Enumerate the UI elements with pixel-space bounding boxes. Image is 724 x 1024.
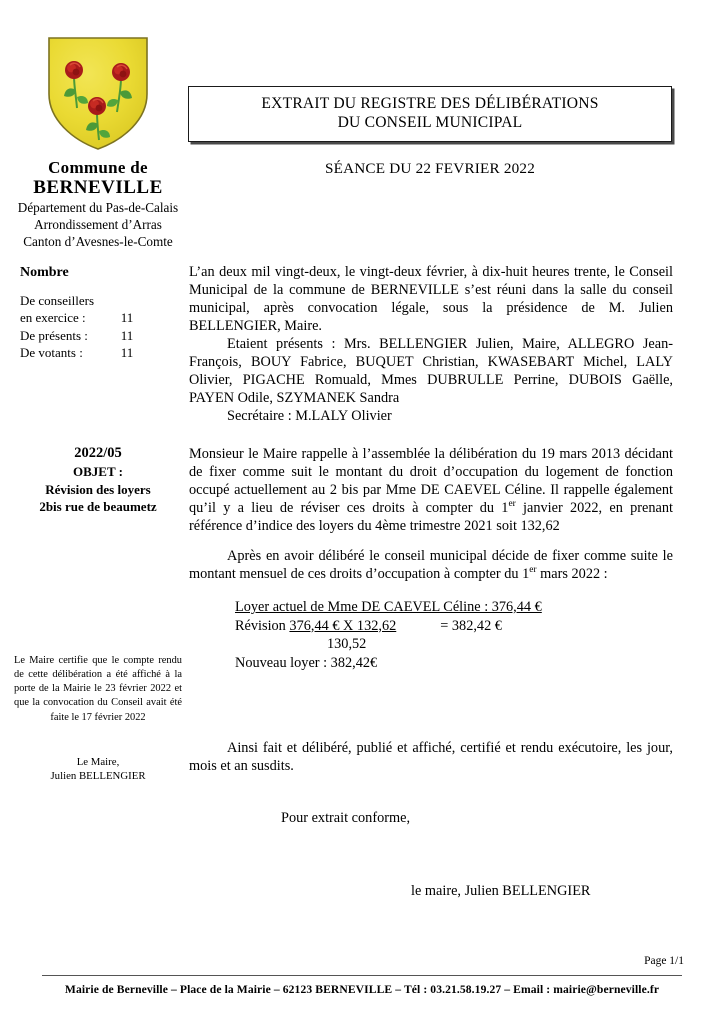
left-signature-block [14,755,182,783]
paragraph-opening: L’an deux mil vingt-deux, le vingt-deux février, à dix-huit heures trente, le Conseil Municipal de la commune de BERNEVILLE s’est réuni dans la salle du conseil municipal, après convocation légale, sous la présidence de M. Julien BELLENGIER, Maire. [189,264,673,334]
main-body [189,264,673,901]
calculation-result: = 382,42 € [440,617,502,634]
certification-text: Le Maire certifie que le compte rendu de cette délibération a été affiché à la porte de la Mairie le 23 février 2022 et que la convocation du Conseil avait été faite le 17 février 2022 [14,655,182,723]
paragraph-rappel-part-1: Monsieur le Maire rappelle à l’assemblée la délibération du 19 mars 2013 décidant de fixer comme suit le montant du droit d’occupation du logement de fonction occupé actuellement au 2 bis par Mme DE CAEVEL Céline. Il rappelle également qu’il y a lieu de réviser ces droits à compter du 1 [189,446,673,517]
ordinal-suffix: er [529,565,537,576]
arrondissement-label: Arrondissement d’Arras [34,217,162,233]
left-signature-name: Julien BELLENGIER [50,770,146,783]
letterhead-column [8,30,188,250]
deliberation-number: 2022/05 [74,445,122,461]
fraction-denominator: 130,52 [327,636,367,653]
nombre-row-value: 11 [120,344,134,360]
nombre-title: Nombre [20,265,69,280]
objet-label: OBJET : [73,464,123,480]
nombre-row-label: De conseillers [20,293,95,308]
paragraph-rappel-part-2: janvier 2022, en prenant référence d’indice des loyers du 4ème trimestre 2021 soit 132,62 [189,500,673,535]
seance-heading: SÉANCE DU 22 FEVRIER 2022 [324,160,536,177]
calculation-block [235,598,673,672]
paragraph-rappel [189,446,673,536]
footer-address-line: Mairie de Berneville – Place de la Mairie – 62123 BERNEVILLE – Tél : 03.21.58.19.27 – Email : mairie@berneville.fr [64,983,660,996]
nombre-row [20,309,188,326]
nombre-rows [20,292,188,361]
nombre-row [20,327,188,344]
nombre-row-label: De présents : [20,327,88,343]
paragraph-decision [189,548,673,584]
paragraph-pour-extrait-conforme: Pour extrait conforme, [281,810,411,827]
canton-label: Canton d’Avesnes-le-Comte [23,234,173,250]
departement-label: Département du Pas-de-Calais [17,200,179,215]
current-rent-line [235,598,673,617]
revision-fraction-row [235,617,673,636]
left-signature-label: Le Maire, [76,756,120,768]
commune-name: BERNEVILLE [33,177,163,198]
nombre-row-value: 11 [120,327,134,343]
footer-divider [42,975,682,976]
document-title-line-2: DU CONSEIL MUNICIPAL [337,114,523,132]
paragraph-decision-part-2: mars 2022 : [536,566,608,583]
commune-label: Commune de [48,158,148,177]
nombre-row-value [112,292,142,309]
current-rent-text: Loyer actuel de Mme DE CAEVEL Céline : 376,44 € [235,599,542,615]
nombre-row [20,292,188,309]
page-number: Page 1/1 [644,955,684,967]
coat-of-arms-shield-icon [43,34,153,152]
paragraph-presents: Etaient présents : Mrs. BELLENGIER Julien, Maire, ALLEGRO Jean-François, BOUY Fabrice, BUQUET Christian, KWASEBART Michel, LALY Olivier, PIGACHE Romuald, Mmes DUBRULLE Perrine, DUBOIS Gaëlle, PAYEN Odile, SZYMANEK Sandra [189,335,673,406]
nombre-block [10,265,188,361]
paragraph-closing: Ainsi fait et délibéré, publié et affiché, certifié et rendu exécutoire, les jour, mois et an susdits. [189,740,673,775]
nombre-row-label: en exercice : [20,310,86,326]
nombre-row-value: 11 [120,310,134,326]
fraction-numerator: 376,44 € X 132,62 [289,617,397,634]
revision-label: Révision [235,617,290,634]
ordinal-suffix: er [508,499,516,510]
document-title-line-1: EXTRAIT DU REGISTRE DES DÉLIBÉRATIONS [261,95,599,112]
document-title-box [188,86,672,142]
objet-block [8,444,188,515]
nombre-row [20,344,188,361]
paragraph-decision-part-1: Après en avoir délibéré le conseil municipal décide de fixer comme suite le montant mensuel de ces droits d’occupation à compter du 1 [189,548,673,583]
paragraph-mayor-signature: le maire, Julien BELLENGIER [411,883,591,900]
nombre-row-label: De votants : [20,344,83,360]
new-rent-line: Nouveau loyer : 382,42€ [235,654,378,671]
paragraph-secretaire: Secrétaire : M.LALY Olivier [227,407,392,424]
objet-line-2: 2bis rue de beaumetz [39,498,157,514]
objet-line-1: Révision des loyers [45,481,151,497]
